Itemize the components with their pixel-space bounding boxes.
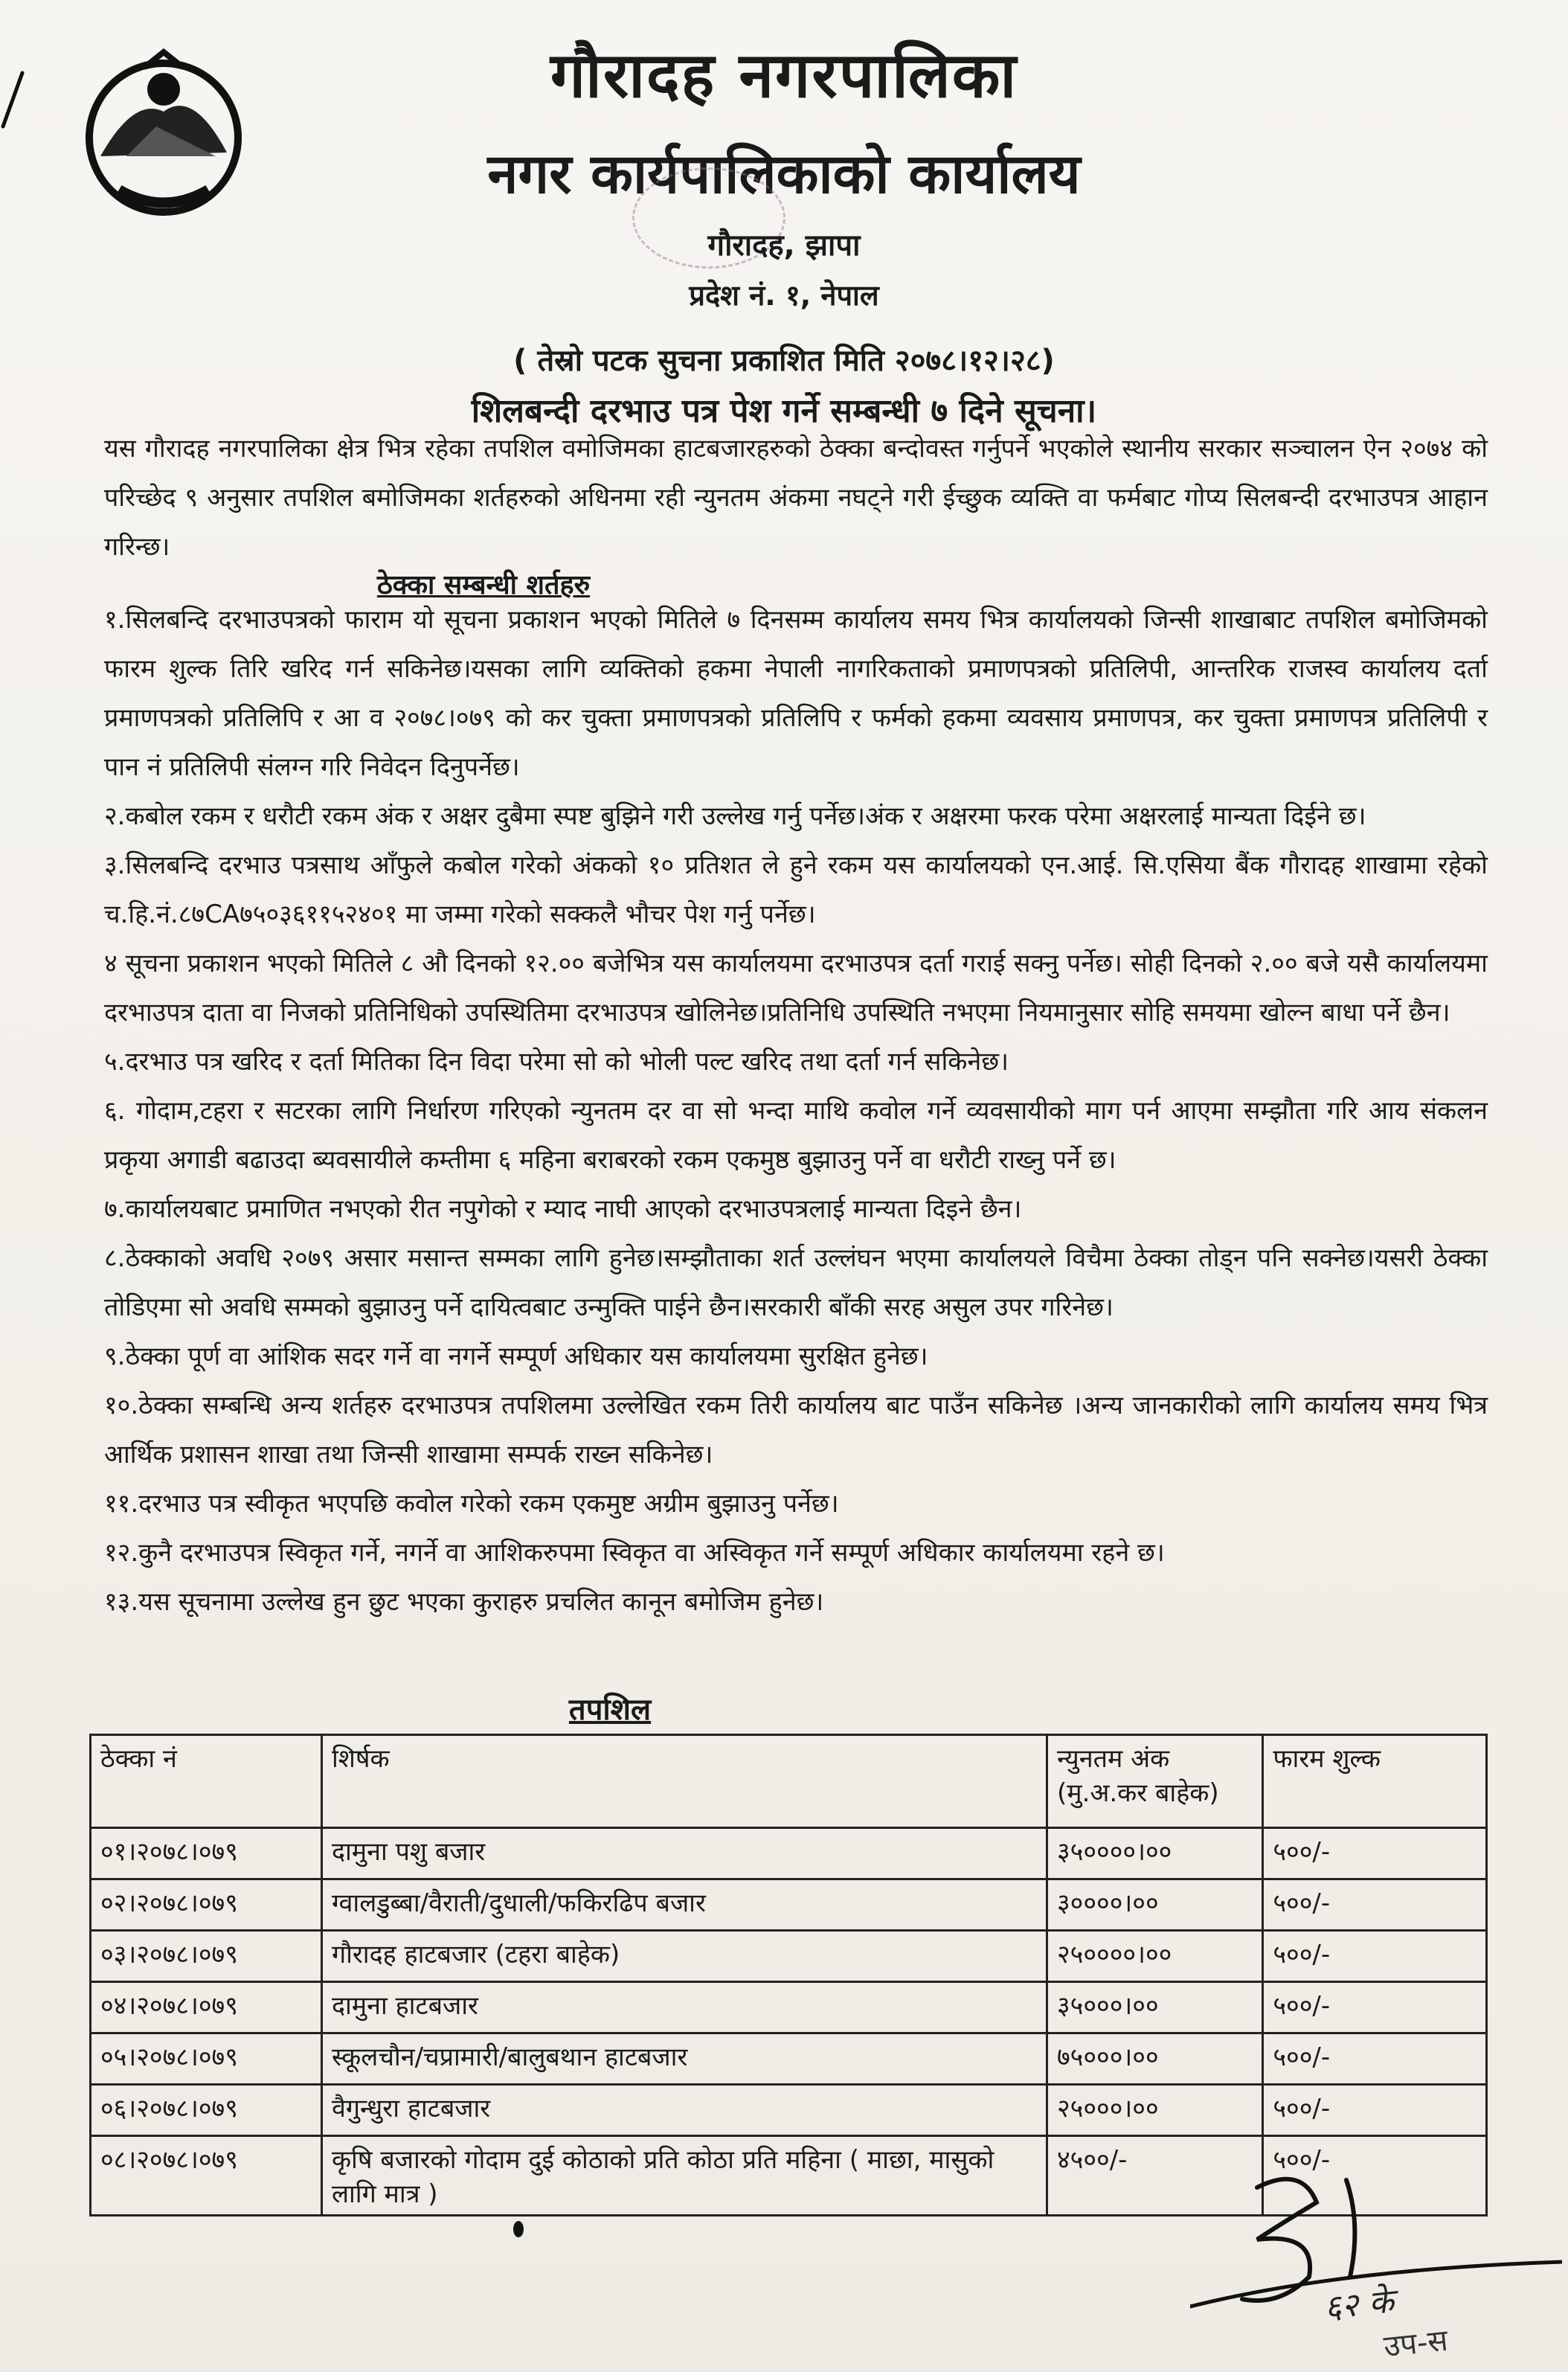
cell-contract-no: ०५।२०७८।०७९	[91, 2033, 322, 2085]
cell-title: दामुना हाटबजार	[321, 1982, 1047, 2033]
cell-min-amount: ७५०००।००	[1047, 2033, 1262, 2085]
ink-dot	[513, 2221, 524, 2237]
signatory-name: ६२ के	[1322, 2282, 1396, 2327]
table-row	[91, 1982, 1487, 2033]
conditions-list	[104, 595, 1488, 1626]
condition-item: २.कबोल रकम र धरौटी रकम अंक र अक्षर दुबैमा स्पष्ट बुझिने गरी उल्लेख गर्नु पर्नेछ।अंक र अक्षरमा फरक परेमा अक्षरलाई मान्यता दिईने छ।	[104, 801, 1366, 831]
org-name: गौरादह नगरपालिका	[550, 39, 1018, 112]
cell-contract-no: ०३।२०७८।०७९	[91, 1931, 322, 1982]
notice-title: शिलबन्दी दरभाउ पत्र पेश गर्ने सम्बन्धी ७ दिने सूचना।	[471, 392, 1097, 430]
table-row	[91, 1879, 1487, 1931]
signature-scribble	[1190, 2158, 1562, 2366]
cell-title: कृषि बजारको गोदाम दुई कोठाको प्रति कोठा प्रति महिना ( माछा, मासुको लागि मात्र )	[321, 2136, 1047, 2216]
cell-min-amount: ३५०००।००	[1047, 1982, 1262, 2033]
condition-item: ५.दरभाउ पत्र खरिद र दर्ता मितिका दिन विदा परेमा सो को भोली पल्ट खरिद तथा दर्ता गर्न सकिनेछ।	[104, 1047, 1009, 1077]
schedule-table	[89, 1734, 1488, 2216]
office-name: नगर कार्यपालिकाको कार्यालय	[487, 142, 1081, 206]
table-row	[91, 2085, 1487, 2136]
cell-contract-no: ०८।२०७८।०७९	[91, 2136, 322, 2216]
cell-title: दामुना पशु बजार	[321, 1828, 1047, 1879]
table-header-row	[91, 1735, 1487, 1828]
col-header-min-amount: न्युनतम अंक (मु.अ.कर बाहेक)	[1047, 1735, 1262, 1828]
office-location: गौरादह, झापा	[707, 228, 861, 263]
cell-form-fee: ५००/-	[1263, 2033, 1487, 2085]
notice-intro: यस गौरादह नगरपालिका क्षेत्र भित्र रहेका तपशिल वमोजिमका हाटबजारहरुको ठेक्का बन्दोवस्त गर्नुपर्ने भएकोले स्थानीय सरकार सञ्चालन ऐन २०७४ को परिच्छेद ९ अनुसार तपशिल बमोजिमका शर्तहरुको अधिनमा रही न्युनतम अंकमा नघट्ने गरी ईच्छुक व्यक्ति वा फर्मबाट गोप्य सिलबन्दी दरभाउपत्र आहान गरिन्छ।	[104, 434, 1488, 562]
cell-form-fee: ५००/-	[1263, 1879, 1487, 1931]
condition-item: १३.यस सूचनामा उल्लेख हुन छुट भएका कुराहरु प्रचलित कानून बमोजिम हुनेछ।	[104, 1587, 824, 1617]
cell-form-fee: ५००/-	[1263, 1982, 1487, 2033]
condition-item: ६. गोदाम,टहरा र सटरका लागि निर्धारण गरिएको न्युनतम दर वा सो भन्दा माथि कवोल गर्ने व्यवसायीको माग पर्न आएमा सम्झौता गरि आय संकलन प्रकृया अगाडी बढाउदा ब्यवसायीले कम्तीमा ६ महिना बराबरको रकम एकमुष्ठ बुझाउनु पर्ने वा धरौटी राख्नु पर्ने छ।	[104, 1096, 1488, 1175]
schedule-title: तपशिल	[568, 1693, 652, 1727]
condition-item: १.सिलबन्दि दरभाउपत्रको फाराम यो सूचना प्रकाशन भएको मितिले ७ दिनसम्म कार्यालय समय भित्र कार्यालयको जिन्सी शाखाबाट तपशिल बमोजिमको फारम शुल्क तिरि खरिद गर्न सकिनेछ।यसका लागि व्यक्तिको हकमा नेपाली नागरिकताको प्रमाणपत्रको प्रतिलिपी, आन्तरिक राजस्व कार्यालय दर्ता प्रमाणपत्रको प्रतिलिपि र आ व २०७८।०७९ को कर चुक्ता प्रमाणपत्रको प्रतिलिपि र फर्मको हकमा व्यवसाय प्रमाणपत्र, कर चुक्ता प्रमाणपत्र प्रतिलिपी र पान नं प्रतिलिपी संलग्न गरि निवेदन दिनुपर्नेछ।	[104, 605, 1488, 782]
cell-form-fee: ५००/-	[1263, 1931, 1487, 1982]
condition-item: ८.ठेक्काको अवधि २०७९ असार मसान्त सम्मका लागि हुनेछ।सम्झौताका शर्त उल्लंघन भएमा कार्यालयले विचैमा ठेक्का तोड्न पनि सक्नेछ।यसरी ठेक्का तोडिएमा सो अवधि सम्मको बुझाउनु पर्ने दायित्वबाट उन्मुक्ति पाईने छैन।सरकारी बाँकी सरह असुल उपर गरिनेछ।	[104, 1243, 1488, 1322]
cell-form-fee: ५००/-	[1263, 2136, 1487, 2216]
table-row	[91, 2033, 1487, 2085]
cell-contract-no: ०६।२०७८।०७९	[91, 2085, 322, 2136]
cell-form-fee: ५००/-	[1263, 2085, 1487, 2136]
cell-title: स्कूलचौन/चप्रामारी/बालुबथान हाटबजार	[321, 2033, 1047, 2085]
conditions-heading: ठेक्का सम्बन्धी शर्तहरु	[376, 570, 591, 600]
cell-form-fee: ५००/-	[1263, 1828, 1487, 1879]
cell-title: वैगुन्धुरा हाटबजार	[321, 2085, 1047, 2136]
cell-title: ग्वालडुब्बा/वैराती/दुधाली/फकिरढिप बजार	[321, 1879, 1047, 1931]
cell-contract-no: ०४।२०७८।०७९	[91, 1982, 322, 2033]
publish-date-line: ( तेस्रो पटक सुचना प्रकाशित मिति २०७८।१२।२८)	[513, 344, 1055, 378]
cell-min-amount: २५०००।००	[1047, 2085, 1262, 2136]
table-row	[91, 1828, 1487, 1879]
signatory-designation: उप-स	[1382, 2323, 1450, 2365]
cell-contract-no: ०१।२०७८।०७९	[91, 1828, 322, 1879]
condition-item: ९.ठेक्का पूर्ण वा आंशिक सदर गर्ने वा नगर्ने सम्पूर्ण अधिकार यस कार्यालयमा सुरक्षित हुनेछ।	[104, 1342, 928, 1371]
condition-item: ११.दरभाउ पत्र स्वीकृत भएपछि कवोल गरेको रकम एकमुष्ट अग्रीम बुझाउनु पर्नेछ।	[104, 1489, 839, 1519]
condition-item: १२.कुनै दरभाउपत्र स्विकृत गर्ने, नगर्ने वा आशिकरुपमा स्विकृत वा अस्विकृत गर्ने सम्पूर्ण अधिकार कार्यालयमा रहने छ।	[104, 1538, 1165, 1568]
table-row	[91, 1931, 1487, 1982]
condition-item: ३.सिलबन्दि दरभाउ पत्रसाथ आँफुले कबोल गरेको अंकको १० प्रतिशत ले हुने रकम यस कार्यालयको एन.आई. सि.एसिया बैंक गौरादह शाखामा रहेको च.हि.नं.८७CA७५०३६११५२४०१ मा जम्मा गरेको सक्कलै भौचर पेश गर्नु पर्नेछ।	[104, 850, 1488, 929]
col-header-contract-no: ठेक्का नं	[91, 1735, 322, 1828]
cell-title: गौरादह हाटबजार (टहरा बाहेक)	[321, 1931, 1047, 1982]
province-line: प्रदेश नं. १, नेपाल	[689, 279, 879, 312]
condition-item: १०.ठेक्का सम्बन्धि अन्य शर्तहरु दरभाउपत्र तपशिलमा उल्लेखित रकम तिरी कार्यालय बाट पाउँन सकिनेछ ।अन्य जानकारीको लागि कार्यालय समय भित्र आर्थिक प्रशासन शाखा तथा जिन्सी शाखामा सम्पर्क राख्न सकिनेछ।	[104, 1391, 1488, 1469]
condition-item: ७.कार्यालयबाट प्रमाणित नभएको रीत नपुगेको र म्याद नाघी आएको दरभाउपत्रलाई मान्यता दिइने छैन।	[104, 1194, 1022, 1224]
condition-item: ४ सूचना प्रकाशन भएको मितिले ८ औ दिनको १२.०० बजेभित्र यस कार्यालयमा दरभाउपत्र दर्ता गराई सक्नु पर्नेछ। सोही दिनको २.०० बजे यसै कार्यालयमा दरभाउपत्र दाता वा निजको प्रतिनिधिको उपस्थितिमा दरभाउपत्र खोलिनेछ।प्रतिनिधि उपस्थिति नभएमा नियमानुसार सोहि समयमा खोल्न बाधा पर्ने छैन।	[104, 949, 1488, 1028]
cell-min-amount: ३५००००।००	[1047, 1828, 1262, 1879]
cell-min-amount: ४५००/-	[1047, 2136, 1262, 2216]
cell-contract-no: ०२।२०७८।०७९	[91, 1879, 322, 1931]
cell-min-amount: २५००००।००	[1047, 1931, 1262, 1982]
cell-min-amount: ३००००।००	[1047, 1879, 1262, 1931]
col-header-title: शिर्षक	[321, 1735, 1047, 1828]
col-header-form-fee: फारम शुल्क	[1263, 1735, 1487, 1828]
